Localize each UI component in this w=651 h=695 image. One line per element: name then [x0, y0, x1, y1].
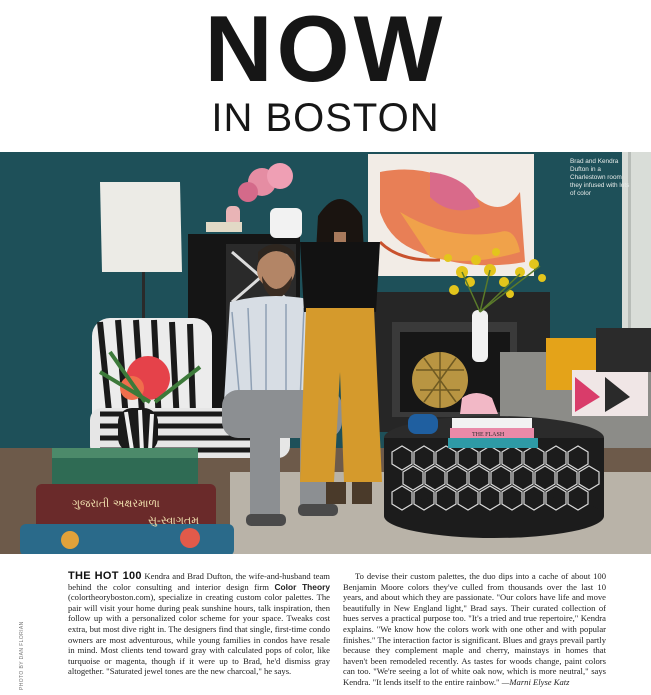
stool-top-text: ગુજરાતી અક્ષરમાળા [72, 497, 160, 510]
article-p2: To devise their custom palettes, the duo dips into a cache of about 100 Benjamin Moore colors they've culled from thousands over the last 10 years, and about which they are passionate. "Our colors have life and move beautifully in New England light," Brad says. Their curated collection of hues serves a practical purpose too. "It's a tried and true repertoire," Kendra explains. "We know how the colors work with one other and with popular finishes." The interaction factor is significant. Blues and grays prevail partly because they complement maple and cherry, mainstays in homes that haven't been remodeled recently. As tastes for woods change, paint colors can too. "We're seeing a lot of white oak now, which is more neutral," says Kendra. "It lends itself to the entire rainbow." [343, 571, 606, 687]
article-p1-a: Kendra and Brad Dufton, the wife-and-husband team behind the color consulting and interior design firm [68, 571, 330, 592]
article-p1-b: (colortheoryboston.com), specialize in creating custom color palettes. The pair will visit your home during peak sunshine hours, talk inspiration, then follow up with a personalized color scheme for your space. Tweaks cost extra, but most dive right in. The designers find that single, first-time condo owners are most adventurous, while young families in condos have resale in mind. Most clients tend toward gray with calculated pops of color, like turquoise or magenta, though if it were up to Brad, he'd dismiss gray altogether. "Saturated jewel tones are the new charcoal," he says. [68, 592, 330, 677]
photo-credit: PHOTO BY DAN FLORIAN [19, 621, 25, 690]
article-column-left [68, 571, 330, 677]
headline-subtitle: IN BOSTON [211, 96, 440, 140]
article-byline: —Marni Elyse Katz [501, 676, 570, 687]
article-firm-name: Color Theory [274, 581, 330, 592]
article-kicker: THE HOT 100 [68, 570, 142, 582]
headline-title: NOW [204, 0, 447, 101]
feature-photo [0, 152, 651, 554]
room-illustration [0, 152, 651, 554]
photo-caption: Brad and Kendra Dufton in a Charlestown room they infused with lots of color [570, 158, 630, 197]
article-column-right [343, 571, 606, 688]
book-spine-text: THE FLASH [472, 432, 505, 438]
stool-bottom-text: સુ-સ્વાગતમ [148, 514, 199, 527]
